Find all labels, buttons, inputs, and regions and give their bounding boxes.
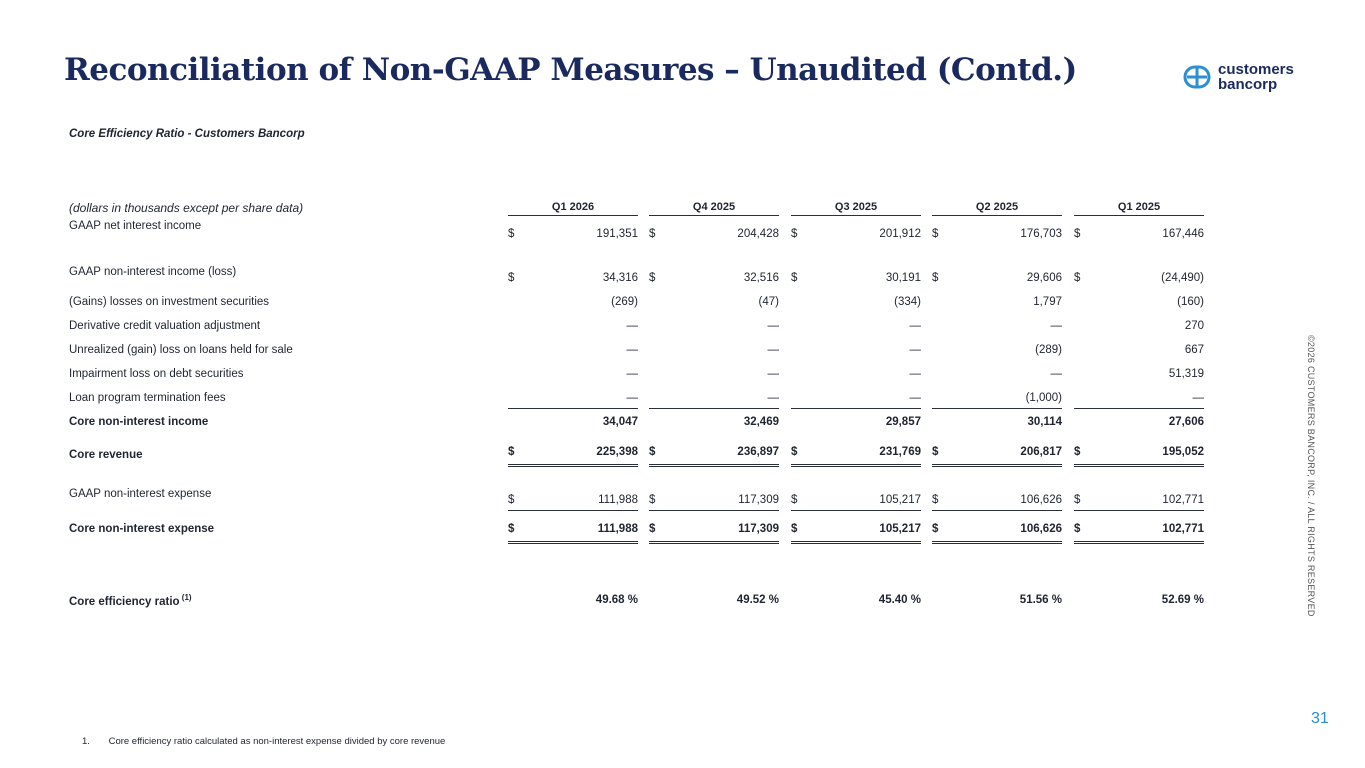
cell-value: — [626,344,638,356]
dollar-sign: $ [649,228,656,240]
footnote-number: 1. [82,736,90,747]
cell-gaap-non-interest-expense-q2-2025 [932,494,1062,511]
cell-value: 105,217 [879,494,921,506]
dollar-sign: $ [791,446,798,458]
footnote-ref: (1) [179,593,192,602]
row-label-text: GAAP net interest income [69,220,202,232]
cell-gaap-non-interest-income-loss-q2-2025 [932,272,1062,288]
logo-line1: customers [1218,61,1294,78]
row-label-text: Unrealized (gain) loss on loans held for sale [69,344,293,356]
cell-value: 176,703 [1020,228,1062,240]
dollar-sign: $ [1074,446,1081,458]
cell-value: (1,000) [1025,392,1062,404]
row-label-text: GAAP non-interest expense [69,488,212,500]
dollar-sign: $ [932,272,939,284]
cell-loan-program-termination-fees-q1-2026 [508,392,638,409]
dollar-sign: $ [791,272,798,284]
cell-unrealized-gain-loss-on-loans-held-for-sale-q4-2025 [649,344,779,360]
dollar-sign: $ [932,228,939,240]
cell-derivative-credit-valuation-adjustment-q1-2025 [1074,320,1204,336]
cell-value: 29,606 [1026,272,1062,284]
cell-value: 51.56 % [1019,594,1062,606]
column-header-q1-2025: Q1 2025 [1074,201,1204,216]
dollar-sign: $ [508,272,515,284]
cell-impairment-loss-on-debt-securities-q2-2025 [932,368,1062,384]
cell-gaap-non-interest-income-loss-q1-2026 [508,272,638,288]
cell-gains-losses-on-investment-securities-q2-2025 [932,296,1062,312]
cell-impairment-loss-on-debt-securities-q1-2026 [508,368,638,384]
row-label-text: Core non-interest expense [69,523,215,535]
cell-value: 52.69 % [1161,594,1204,606]
cell-value: 236,897 [737,446,779,458]
cell-unrealized-gain-loss-on-loans-held-for-sale-q1-2026 [508,344,638,360]
units-label: (dollars in thousands except per share data) [69,201,304,215]
cell-core-efficiency-ratio-q3-2025 [791,594,921,610]
cell-value: — [767,392,779,404]
dollar-sign: $ [649,272,656,284]
cell-value: (24,490) [1161,272,1204,284]
cell-value: — [1050,320,1062,332]
dollar-sign: $ [508,523,515,535]
cell-gaap-net-interest-income-q2-2025 [932,228,1062,244]
cell-value: 1,797 [1033,296,1062,308]
cell-core-non-interest-expense-q1-2026 [508,523,638,544]
cell-value: 49.52 % [736,594,779,606]
cell-value: 231,769 [879,446,921,458]
row-label-text: GAAP non-interest income (loss) [69,266,237,278]
cell-value: — [626,392,638,404]
cell-value: 102,771 [1162,523,1204,535]
row-label-text: Loan program termination fees [69,392,226,404]
footnote [82,736,445,747]
cell-core-revenue-q4-2025 [649,446,779,467]
cell-value: — [626,320,638,332]
copyright-notice: ©2026 CUSTOMERS BANCORP, INC. / ALL RIGHTS RESERVED [1306,335,1316,617]
cell-value: (289) [1035,344,1062,356]
cell-core-revenue-q2-2025 [932,446,1062,467]
row-label-text: Derivative credit valuation adjustment [69,320,261,332]
cell-value: — [909,392,921,404]
cell-loan-program-termination-fees-q2-2025 [932,392,1062,409]
cell-core-non-interest-expense-q4-2025 [649,523,779,544]
cell-core-efficiency-ratio-q4-2025 [649,594,779,610]
dollar-sign: $ [791,523,798,535]
cell-gaap-non-interest-income-loss-q1-2025 [1074,272,1204,288]
cell-gaap-non-interest-expense-q3-2025 [791,494,921,511]
cell-core-non-interest-income-q4-2025 [649,416,779,432]
cell-unrealized-gain-loss-on-loans-held-for-sale-q1-2025 [1074,344,1204,360]
cell-core-non-interest-income-q2-2025 [932,416,1062,432]
logo-icon [1183,65,1211,89]
cell-derivative-credit-valuation-adjustment-q3-2025 [791,320,921,336]
row-label-text: Impairment loss on debt securities [69,368,244,380]
row-label-text: Core revenue [69,449,143,461]
cell-loan-program-termination-fees-q3-2025 [791,392,921,409]
footnote-text: Core efficiency ratio calculated as non-interest expense divided by core revenue [108,736,446,747]
cell-value: — [767,344,779,356]
cell-value: 49.68 % [595,594,638,606]
cell-core-revenue-q3-2025 [791,446,921,467]
dollar-sign: $ [649,494,656,506]
cell-value: 29,857 [885,416,921,428]
dollar-sign: $ [1074,272,1081,284]
cell-unrealized-gain-loss-on-loans-held-for-sale-q3-2025 [791,344,921,360]
cell-value: 206,817 [1020,446,1062,458]
cell-value: (269) [611,296,638,308]
dollar-sign: $ [649,523,656,535]
column-header-q1-2026: Q1 2026 [508,201,638,216]
cell-value: (160) [1177,296,1204,308]
cell-gaap-non-interest-income-loss-q4-2025 [649,272,779,288]
cell-value: 34,047 [602,416,638,428]
cell-value: 45.40 % [878,594,921,606]
cell-loan-program-termination-fees-q4-2025 [649,392,779,409]
cell-value: 201,912 [879,228,921,240]
page-number: 31 [1311,710,1329,727]
cell-gaap-non-interest-expense-q4-2025 [649,494,779,511]
cell-value: — [767,320,779,332]
column-header-q4-2025: Q4 2025 [649,201,779,216]
cell-gains-losses-on-investment-securities-q1-2026 [508,296,638,312]
cell-value: 32,469 [743,416,779,428]
cell-gains-losses-on-investment-securities-q3-2025 [791,296,921,312]
cell-value: 191,351 [596,228,638,240]
cell-core-non-interest-expense-q1-2025 [1074,523,1204,544]
cell-impairment-loss-on-debt-securities-q1-2025 [1074,368,1204,384]
cell-gains-losses-on-investment-securities-q4-2025 [649,296,779,312]
logo-line2: bancorp [1218,76,1278,93]
cell-value: 167,446 [1162,228,1204,240]
table-subtitle: Core Efficiency Ratio - Customers Bancorp [69,128,305,140]
cell-impairment-loss-on-debt-securities-q4-2025 [649,368,779,384]
row-label-text: Core non-interest income [69,416,209,428]
cell-value: 105,217 [879,523,921,535]
cell-gains-losses-on-investment-securities-q1-2025 [1074,296,1204,312]
cell-value: 225,398 [596,446,638,458]
cell-value: 51,319 [1168,368,1204,380]
dollar-sign: $ [1074,494,1081,506]
cell-value: — [909,368,921,380]
cell-core-efficiency-ratio-q2-2025 [932,594,1062,610]
cell-value: 270 [1184,320,1204,332]
cell-value: 204,428 [737,228,779,240]
cell-value: 111,988 [598,494,638,506]
cell-value: 667 [1184,344,1204,356]
cell-core-revenue-q1-2025 [1074,446,1204,467]
page-title: Reconciliation of Non-GAAP Measures – Unaudited (Contd.) [64,52,1077,88]
cell-unrealized-gain-loss-on-loans-held-for-sale-q2-2025 [932,344,1062,360]
row-label-text: Core efficiency ratio $^{(1)}$ [69,593,192,608]
dollar-sign: $ [508,494,515,506]
column-header-q2-2025: Q2 2025 [932,201,1062,216]
cell-impairment-loss-on-debt-securities-q3-2025 [791,368,921,384]
cell-value: 195,052 [1162,446,1204,458]
cell-value: (47) [758,296,779,308]
cell-gaap-net-interest-income-q4-2025 [649,228,779,244]
cell-value: 106,626 [1020,523,1062,535]
dollar-sign: $ [508,228,515,240]
cell-gaap-net-interest-income-q1-2026 [508,228,638,244]
dollar-sign: $ [649,446,656,458]
cell-core-non-interest-income-q3-2025 [791,416,921,432]
cell-value: — [909,344,921,356]
dollar-sign: $ [932,494,939,506]
cell-value: 117,309 [738,494,779,506]
cell-value: — [767,368,779,380]
cell-value: 106,626 [1020,494,1062,506]
cell-value: 32,516 [743,272,779,284]
column-header-q3-2025: Q3 2025 [791,201,921,216]
dollar-sign: $ [1074,228,1081,240]
cell-derivative-credit-valuation-adjustment-q4-2025 [649,320,779,336]
company-logo [1183,62,1294,92]
dollar-sign: $ [932,446,939,458]
cell-value: 30,114 [1027,416,1062,428]
logo-text [1218,62,1294,92]
cell-value: 34,316 [602,272,638,284]
cell-gaap-net-interest-income-q3-2025 [791,228,921,244]
cell-core-revenue-q1-2026 [508,446,638,467]
dollar-sign: $ [791,494,798,506]
cell-value: 27,606 [1168,416,1204,428]
cell-value: — [909,320,921,332]
cell-value: 117,309 [738,523,779,535]
dollar-sign: $ [1074,523,1081,535]
cell-gaap-non-interest-expense-q1-2025 [1074,494,1204,511]
cell-value: 111,988 [597,523,638,535]
dollar-sign: $ [508,446,515,458]
dollar-sign: $ [932,523,939,535]
cell-value: — [1050,368,1062,380]
dollar-sign: $ [791,228,798,240]
cell-value: 102,771 [1162,494,1204,506]
cell-value: — [626,368,638,380]
cell-derivative-credit-valuation-adjustment-q2-2025 [932,320,1062,336]
cell-gaap-net-interest-income-q1-2025 [1074,228,1204,244]
cell-gaap-non-interest-income-loss-q3-2025 [791,272,921,288]
cell-core-non-interest-income-q1-2026 [508,416,638,432]
cell-loan-program-termination-fees-q1-2025 [1074,392,1204,409]
cell-core-efficiency-ratio-q1-2026 [508,594,638,610]
cell-value: (334) [894,296,921,308]
cell-core-efficiency-ratio-q1-2025 [1074,594,1204,610]
cell-derivative-credit-valuation-adjustment-q1-2026 [508,320,638,336]
cell-core-non-interest-expense-q3-2025 [791,523,921,544]
row-label-text: (Gains) losses on investment securities [69,296,270,308]
cell-gaap-non-interest-expense-q1-2026 [508,494,638,511]
cell-core-non-interest-income-q1-2025 [1074,416,1204,432]
cell-value: 30,191 [885,272,921,284]
cell-core-non-interest-expense-q2-2025 [932,523,1062,544]
cell-value: — [1192,392,1204,404]
